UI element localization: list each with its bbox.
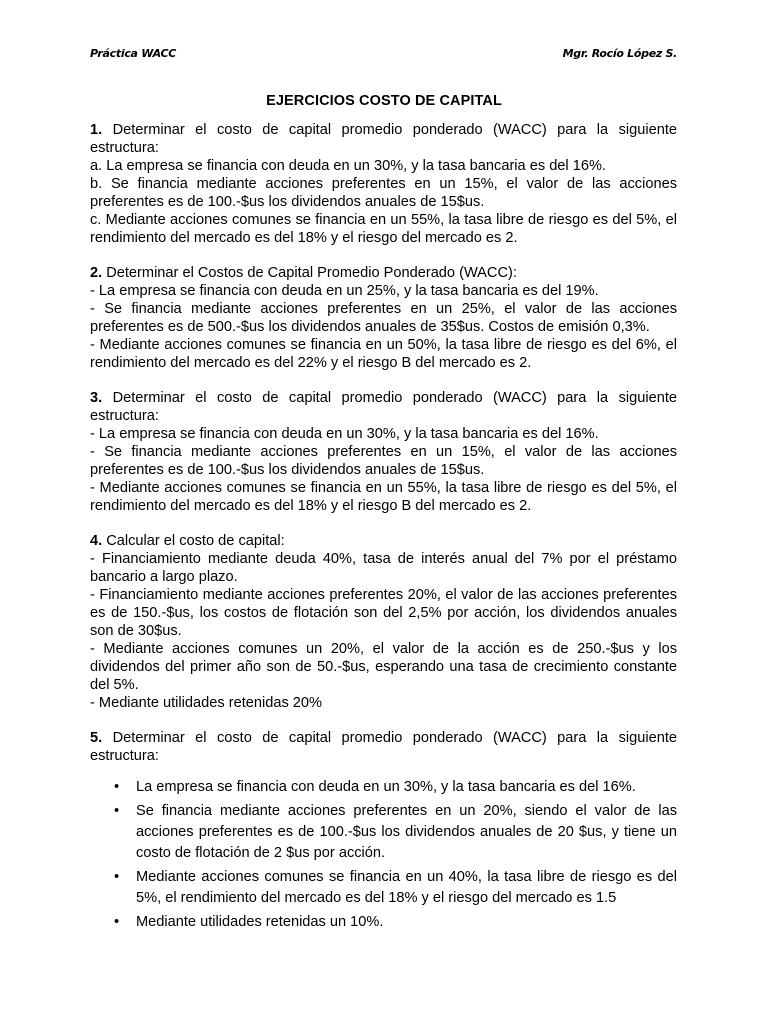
exercise-item: - Mediante acciones comunes se financia en un 55%, la tasa libre de riesgo es del 5%, el rendimiento del mercado es del 18% y el riesgo B del mercado es 2. [90, 480, 677, 514]
exercise-number: 5. [90, 730, 103, 746]
bullet-dot-icon: • [114, 869, 120, 885]
bullet-text: Mediante utilidades retenidas un 10%. [136, 914, 384, 930]
bullet-text: Se financia mediante acciones preferentes en un 20%, siendo el valor de las acciones preferentes es de 100.-$us los dividendos anuales de 20 $us, y tiene un costo de flotación de 2 $us por acción. [136, 803, 677, 861]
exercise-item: - Se financia mediante acciones preferentes en un 15%, el valor de las acciones preferentes es de 100.-$us los dividendos anuales de 15$us. [90, 444, 677, 478]
exercise-item: - Financiamiento mediante acciones preferentes 20%, el valor de las acciones preferentes es de 150.-$us, los costos de flotación son del 2,5% por acción, los dividendos anuales son de 30$us. [90, 587, 677, 639]
exercise-1 [90, 121, 677, 247]
exercise-item: - Mediante acciones comunes un 20%, el valor de la acción es de 250.-$us y los dividendos del primer año son de 50.-$us, esperando una tasa de crecimiento constante del 5%. [90, 641, 677, 693]
exercise-item: - Mediante acciones comunes se financia en un 50%, la tasa libre de riesgo es del 6%, el rendimiento del mercado es del 22% y el riesgo B del mercado es 2. [90, 337, 677, 371]
exercise-2 [90, 264, 677, 372]
exercise-item: c. Mediante acciones comunes se financia en un 55%, la tasa libre de riesgo es del 5%, el rendimiento del mercado es del 18% y el riesgo del mercado es 2. [90, 212, 677, 246]
exercise-number: 1. [90, 122, 103, 138]
bullet-dot-icon: • [114, 779, 120, 795]
document-title: EJERCICIOS COSTO DE CAPITAL [266, 93, 502, 109]
exercise-item: - La empresa se financia con deuda en un 25%, y la tasa bancaria es del 19%. [90, 283, 599, 299]
exercise-statement-text: Determinar el costo de capital promedio ponderado (WACC) para la siguiente estructura: [90, 730, 677, 764]
exercise-number: 3. [90, 390, 103, 406]
bullet-item [90, 912, 677, 933]
bullet-dot-icon: • [114, 914, 120, 930]
exercise-item: a. La empresa se financia con deuda en un 30%, y la tasa bancaria es del 16%. [90, 158, 606, 174]
exercise-5 [90, 729, 677, 933]
page-header [90, 47, 677, 65]
document-body [90, 121, 677, 936]
exercise-item: - Mediante utilidades retenidas 20% [90, 695, 323, 711]
bullet-item [90, 777, 677, 798]
exercise-statement-text: Determinar el costo de capital promedio ponderado (WACC) para la siguiente estructura: [90, 122, 677, 156]
exercise-statement [90, 121, 677, 157]
exercise-statement-text: Determinar el Costos de Capital Promedio Ponderado (WACC): [102, 265, 517, 281]
bullet-list [90, 777, 677, 933]
exercise-number: 2. [90, 265, 103, 281]
exercise-item: b. Se financia mediante acciones preferentes en un 15%, el valor de las acciones preferentes es de 100.-$us los dividendos anuales de 15$us. [90, 176, 677, 210]
exercise-statement-text: Determinar el costo de capital promedio ponderado (WACC) para la siguiente estructura: [90, 390, 677, 424]
bullet-text: La empresa se financia con deuda en un 30%, y la tasa bancaria es del 16%. [136, 779, 636, 795]
bullet-text: Mediante acciones comunes se financia en un 40%, la tasa libre de riesgo es del 5%, el rendimiento del mercado es del 18% y el riesgo del mercado es 1.5 [136, 869, 677, 906]
bullet-item [90, 867, 677, 909]
exercise-statement [90, 729, 677, 765]
exercise-item: - Financiamiento mediante deuda 40%, tasa de interés anual del 7% por el préstamo bancario a largo plazo. [90, 551, 677, 585]
exercise-3 [90, 389, 677, 515]
exercise-number: 4. [90, 533, 103, 549]
header-course-title: Práctica WACC [90, 47, 177, 60]
bullet-dot-icon: • [114, 803, 120, 819]
bullet-item [90, 801, 677, 864]
exercise-4 [90, 532, 677, 712]
exercise-statement [90, 532, 677, 550]
exercise-statement [90, 389, 677, 425]
exercise-item: - La empresa se financia con deuda en un 30%, y la tasa bancaria es del 16%. [90, 426, 599, 442]
header-author: Mgr. Rocío López S. [562, 47, 677, 60]
exercise-statement-text: Calcular el costo de capital: [102, 533, 285, 549]
exercise-item: - Se financia mediante acciones preferentes en un 25%, el valor de las acciones preferentes es de 500.-$us los dividendos anuales de 35$us. Costos de emisión 0,3%. [90, 301, 677, 335]
exercise-statement [90, 264, 677, 282]
